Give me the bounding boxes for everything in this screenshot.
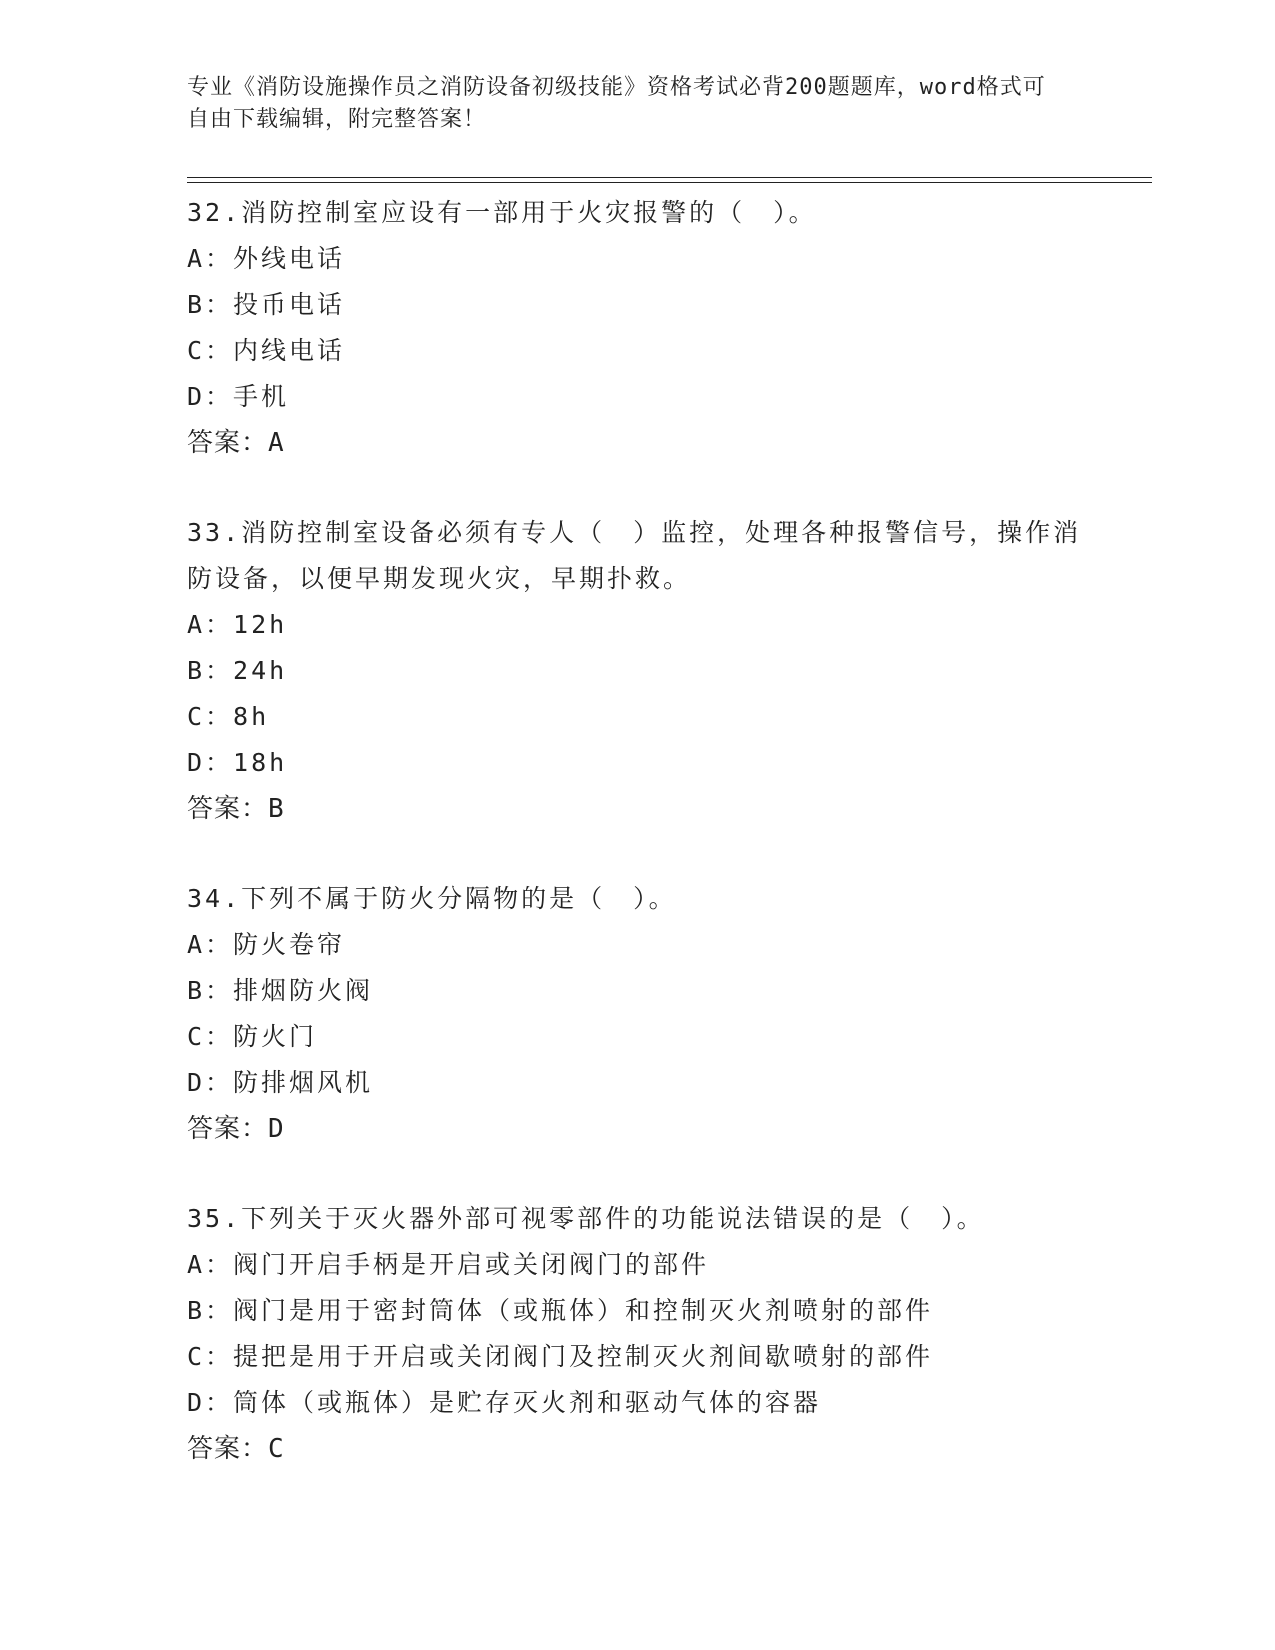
question-33 [187, 510, 1087, 832]
option-a: A：防火卷帘 [187, 930, 346, 959]
option-d: D：手机 [187, 382, 290, 411]
answer-line: 答案：D [187, 1114, 285, 1144]
question-32 [187, 190, 1087, 466]
option-b: B：排烟防火阀 [187, 976, 374, 1005]
question-34 [187, 876, 1087, 1152]
question-list [187, 190, 1087, 1516]
document-header: 专业《消防设施操作员之消防设备初级技能》资格考试必背200题题库，word格式可自由下载编辑，附完整答案！ [187, 75, 1046, 132]
option-a: A：外线电话 [187, 244, 346, 273]
option-c: C：提把是用于开启或关闭阀门及控制灭火剂间歇喷射的部件 [187, 1342, 934, 1371]
option-c: C：内线电话 [187, 336, 346, 365]
option-b: B：24h [187, 656, 288, 685]
header-divider-bottom [187, 182, 1152, 183]
question-stem: 33.消防控制室设备必须有专人（ ）监控，处理各种报警信号，操作消防设备，以便早期发现火灾，早期扑救。 [187, 518, 1082, 593]
option-d: D：18h [187, 748, 288, 777]
option-b: B：投币电话 [187, 290, 346, 319]
header-divider-top [187, 177, 1152, 178]
option-c: C：8h [187, 702, 270, 731]
option-a: A：12h [187, 610, 288, 639]
question-stem: 32.消防控制室应设有一部用于火灾报警的（ ）。 [187, 198, 817, 227]
answer-line: 答案：B [187, 794, 285, 824]
question-35 [187, 1196, 1087, 1472]
option-d: D：筒体（或瓶体）是贮存灭火剂和驱动气体的容器 [187, 1388, 822, 1417]
question-stem: 35.下列关于灭火器外部可视零部件的功能说法错误的是（ ）。 [187, 1204, 985, 1233]
option-c: C：防火门 [187, 1022, 318, 1051]
answer-line: 答案：A [187, 428, 285, 458]
question-stem: 34.下列不属于防火分隔物的是（ ）。 [187, 884, 677, 913]
answer-line: 答案：C [187, 1434, 285, 1464]
option-a: A：阀门开启手柄是开启或关闭阀门的部件 [187, 1250, 710, 1279]
option-b: B：阀门是用于密封筒体（或瓶体）和控制灭火剂喷射的部件 [187, 1296, 934, 1325]
option-d: D：防排烟风机 [187, 1068, 374, 1097]
